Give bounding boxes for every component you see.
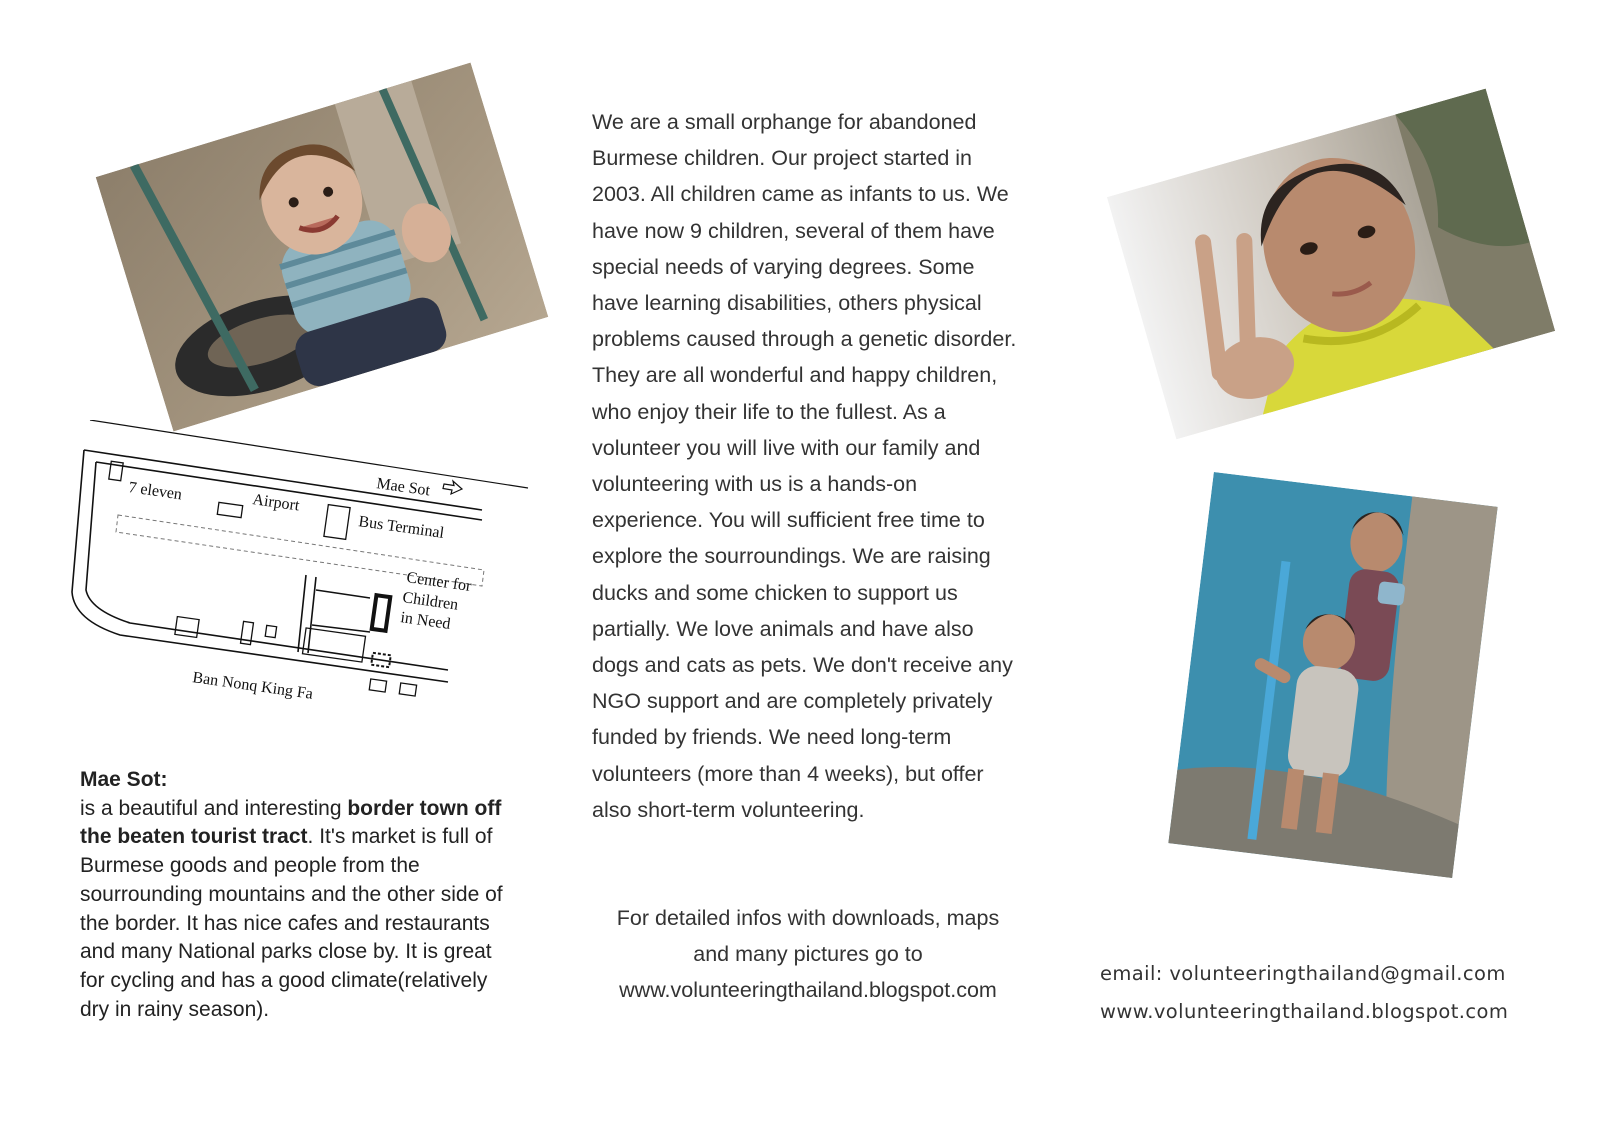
arrow-right-icon <box>443 481 462 494</box>
mae-sot-text-1: is a beautiful and interesting <box>80 796 348 820</box>
map-building <box>265 625 276 637</box>
map-side-road-3 <box>316 590 370 598</box>
map-label-7eleven: 7 eleven <box>127 479 184 504</box>
mae-sot-text-bold: border town off the beaten tourist tract <box>80 796 502 849</box>
map-side-road-2 <box>308 577 316 653</box>
photo-boy-on-swing <box>96 63 549 432</box>
more-info-line2: and many pictures go to <box>693 942 923 967</box>
more-info-link[interactable]: www.volunteeringthailand.blogspot.com <box>619 978 997 1003</box>
photo-kids-at-wall <box>1168 472 1497 878</box>
map-label-center-line3: in Need <box>399 609 452 633</box>
map-building <box>399 683 416 696</box>
map-label-mae-sot: Mae Sot <box>375 475 432 500</box>
map-building-7eleven <box>109 461 123 480</box>
map-building <box>369 679 386 692</box>
map-building-bus-terminal <box>324 505 350 540</box>
contact-block <box>1100 955 1508 1031</box>
photo-girl-peace-sign <box>1107 89 1555 440</box>
mae-sot-text-2: . It's market is full of Burmese goods and people from the sourrounding mountains and the other side of the border. It has nice cafes and restaurants and many National parks close by. It is great for cycling and has a good climate(relatively dry in rainy season). <box>80 825 503 1021</box>
location-map <box>70 420 540 726</box>
map-side-road-4 <box>312 625 370 632</box>
map-center-building <box>372 595 391 631</box>
more-info-block <box>592 900 1024 1009</box>
contact-email[interactable]: email: volunteeringthailand@gmail.com <box>1100 962 1506 985</box>
map-label-airport: Airport <box>251 491 301 515</box>
map-building-airport <box>217 502 242 517</box>
map-label-center-line2: Children <box>401 589 460 614</box>
map-label-center-line1: Center for <box>405 569 473 596</box>
more-info-line1: For detailed infos with downloads, maps <box>616 906 1000 930</box>
map-label-road: Ban Nonq King Fa <box>191 669 314 703</box>
contact-website[interactable]: www.volunteeringthailand.blogspot.com <box>1100 1000 1509 1023</box>
intro-paragraph: We are a small orphange for abandoned Burmese children. Our project started in 2003. All children came as infants to us. We have now 9 children, several of them have special needs of varying degrees. Some have learning disabilities, others physical problems caused through a genetic disorder. They are all wonderful and happy children, who enjoy their life to the fullest. As a volunteer you will live with our family and volunteering with us is a hands-on experience. You will sufficient free time to explore the sourroundings. We are raising ducks and some chicken to support us partially. We love animals and have also dogs and cats as pets. We don't receive any NGO support and are completely privately funded by friends. We need long-term volunteers (more than 4 weeks), but offer also short-term volunteering. <box>592 110 1017 822</box>
map-boundary-line <box>90 420 528 488</box>
mae-sot-title: Mae Sot: <box>80 768 168 791</box>
map-building <box>241 621 254 644</box>
map-building <box>175 617 199 638</box>
mae-sot-description <box>80 766 510 1024</box>
map-label-bus-terminal: Bus Terminal <box>357 513 446 542</box>
